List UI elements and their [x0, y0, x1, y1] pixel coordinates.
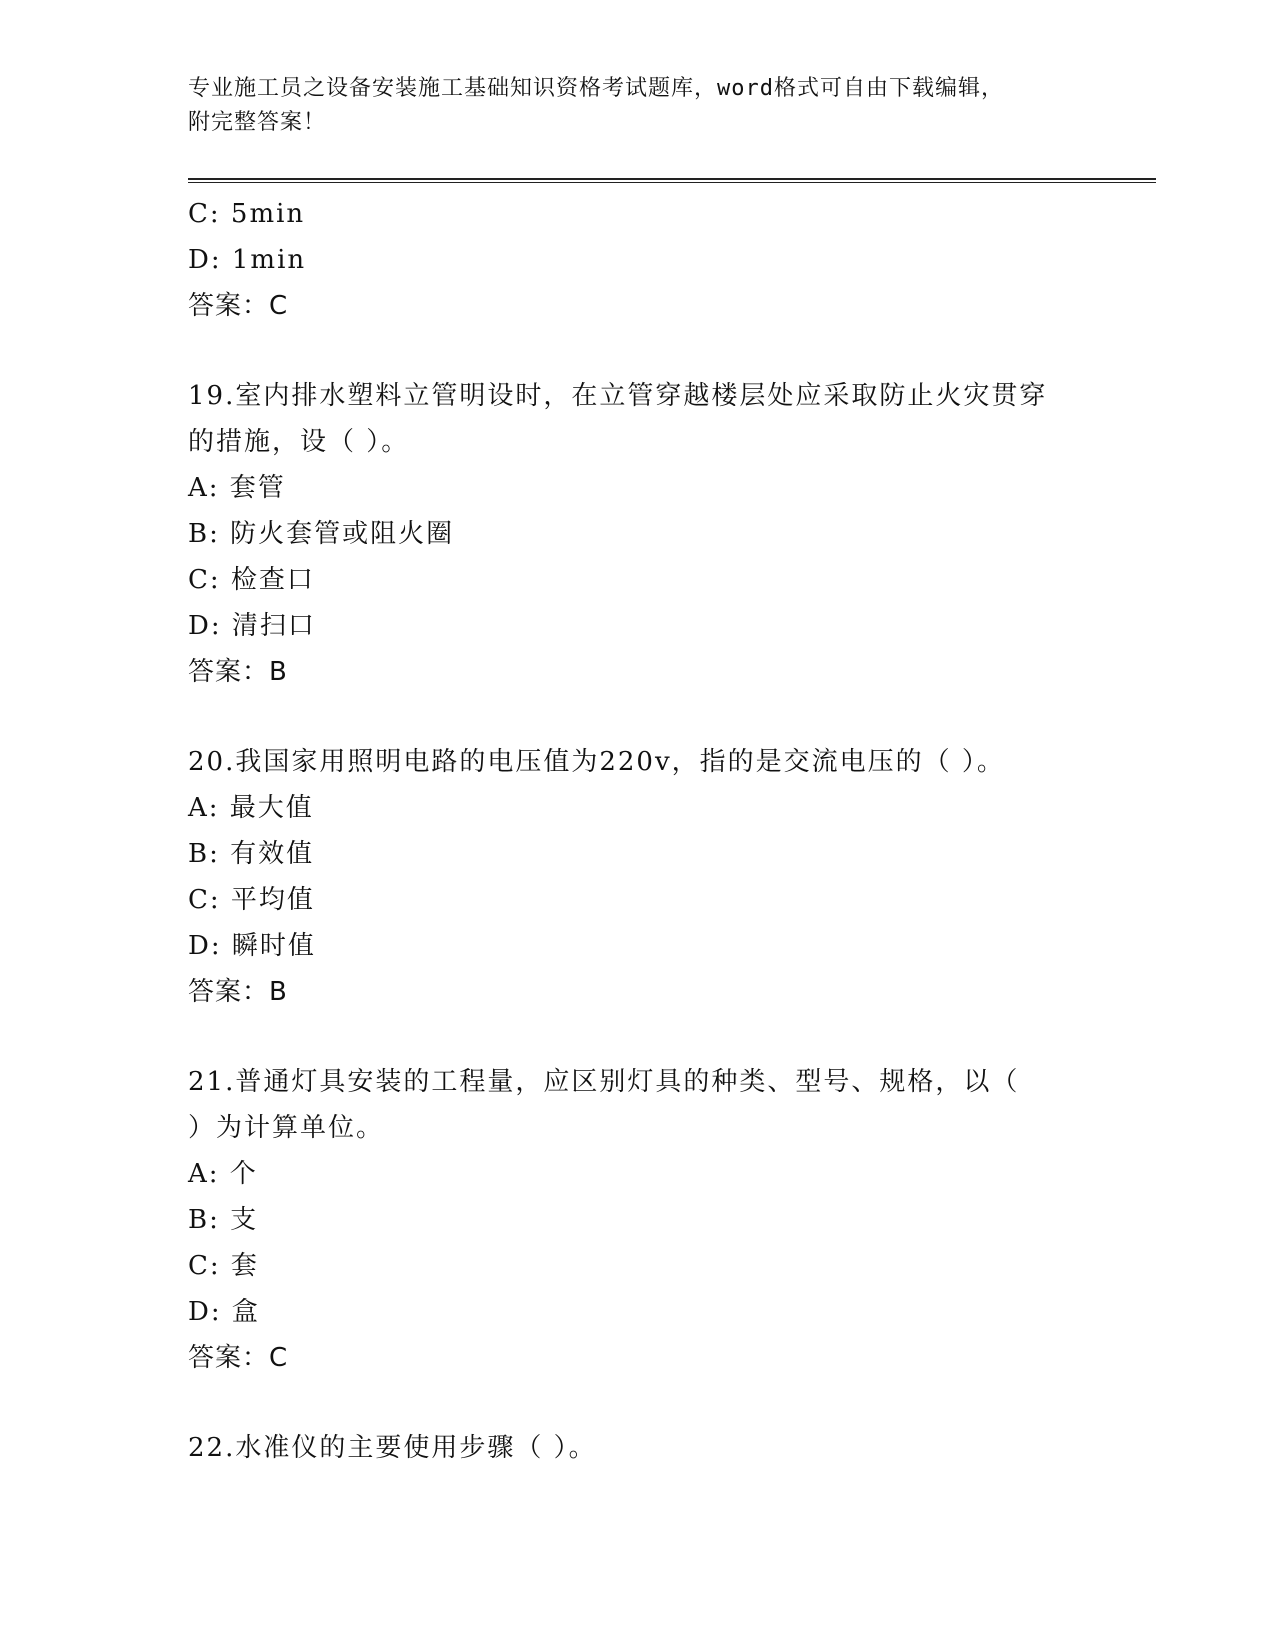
question-block-21 — [188, 1059, 1156, 1381]
document-body — [188, 191, 1156, 1471]
header-divider — [188, 178, 1156, 180]
option-c: C: 套 — [188, 1251, 259, 1281]
option-b: B: 防火套管或阻火圈 — [188, 519, 455, 549]
option-c: C: 5min — [188, 199, 306, 229]
option-c: C: 检查口 — [188, 565, 315, 595]
question-text: 21.普通灯具安装的工程量，应区别灯具的种类、型号、规格，以（ — [188, 1067, 1020, 1097]
option-d: D: 瞬时值 — [188, 931, 316, 961]
option-c: C: 平均值 — [188, 885, 315, 915]
header-line-1: 专业施工员之设备安装施工基础知识资格考试题库，word格式可自由下载编辑， — [188, 76, 1004, 101]
question-text: 19.室内排水塑料立管明设时，在立管穿越楼层处应采取防止火灾贯穿 — [188, 381, 1048, 411]
answer-line: 答案：B — [188, 657, 288, 687]
question-text: 20.我国家用照明电路的电压值为220v，指的是交流电压的（ ）。 — [188, 747, 1005, 777]
document-header — [188, 72, 1156, 140]
option-a: A: 最大值 — [188, 793, 314, 823]
header-line-2: 附完整答案！ — [188, 110, 327, 135]
answer-line: 答案：C — [188, 291, 289, 321]
question-text-cont: ）为计算单位。 — [188, 1113, 385, 1143]
option-b: B: 支 — [188, 1205, 259, 1235]
option-d: D: 盒 — [188, 1297, 260, 1327]
document-page — [188, 72, 1156, 1471]
question-text: 22.水准仪的主要使用步骤（ ）。 — [188, 1433, 597, 1463]
question-block-18 — [188, 191, 1156, 329]
question-text-cont: 的措施，设（ ）。 — [188, 427, 410, 457]
option-a: A: 套管 — [188, 473, 286, 503]
answer-line: 答案：B — [188, 977, 288, 1007]
option-a: A: 个 — [188, 1159, 258, 1189]
option-d: D: 1min — [188, 245, 307, 275]
option-b: B: 有效值 — [188, 839, 315, 869]
question-block-20 — [188, 739, 1156, 1015]
option-d: D: 清扫口 — [188, 611, 316, 641]
answer-line: 答案：C — [188, 1343, 289, 1373]
header-divider-thin — [188, 182, 1156, 183]
question-block-22 — [188, 1425, 1156, 1471]
question-block-19 — [188, 373, 1156, 695]
